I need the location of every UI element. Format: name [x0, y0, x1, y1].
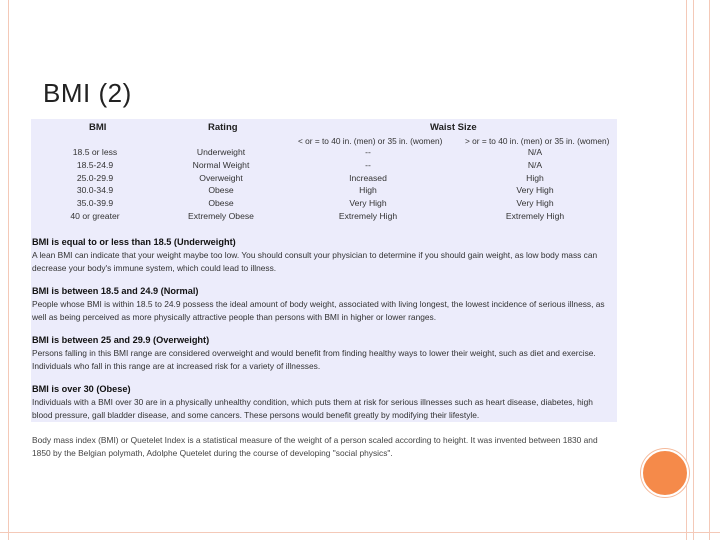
table-cell: N/A: [527, 159, 543, 170]
decorative-orange-circle: [641, 449, 689, 497]
table-cell: Very High: [516, 198, 554, 209]
table-cell: N/A: [527, 147, 543, 157]
table-cell: --: [365, 159, 371, 170]
column-bmi: [55, 146, 135, 223]
section-normal-title: BMI is between 18.5 and 24.9 (Normal): [32, 286, 199, 296]
table-cell: High: [526, 172, 544, 183]
header-rating: Rating: [208, 122, 238, 133]
frame-line-bottom: [0, 532, 720, 533]
frame-line-left: [8, 0, 9, 540]
section-obese-body: Individuals with a BMI over 30 are in a physically unhealthy condition, which puts them at risk for serious illnesses such as heart disease, diabetes, high blood pressure, gall bladder disease, and some cancers. These persons would benefit greatly by modifying their lifestyle.: [32, 397, 593, 420]
section-underweight-title: BMI is equal to or less than 18.5 (Underweight): [32, 237, 236, 247]
section-obese-title: BMI is over 30 (Obese): [32, 384, 131, 394]
table-cell: Very High: [349, 198, 387, 209]
table-cell: Extremely Obese: [188, 210, 254, 221]
column-waist-large: [490, 146, 580, 223]
table-cell: Increased: [349, 172, 387, 183]
frame-line-right-inner: [686, 0, 687, 540]
section-overweight-body: Persons falling in this BMI range are considered overweight and would benefit from finding healthy ways to lower their weight, such as diet and exercise. Individuals who fall in this range are at increased risk for a variety of illnesses.: [32, 348, 596, 371]
footnote-text: Body mass index (BMI) or Quetelet Index is a statistical measure of the weight of a person scaled according to height. It was invented between 1830 and 1850 by the Belgian polymath, Adolphe Quetelet during the course of developing "social physics".: [32, 435, 598, 458]
section-overweight-title: BMI is between 25 and 29.9 (Overweight): [32, 335, 210, 345]
table-cell: 40 or greater: [70, 210, 120, 221]
table-cell: 25.0-29.9: [76, 172, 114, 183]
table-cell: 18.5 or less: [72, 147, 118, 157]
table-cell: Normal Weight: [192, 159, 250, 170]
frame-line-right-outer: [709, 0, 710, 540]
table-cell: Obese: [208, 198, 234, 209]
table-cell: Extremely High: [338, 210, 398, 221]
section-normal-body: People whose BMI is within 18.5 to 24.9 possess the ideal amount of body weight, associated with living longest, the lowest incidence of serious illness, as well as being perceived as more physically attractive people than persons with BMI in higher or lower ranges.: [32, 299, 605, 322]
frame-line-right-middle: [693, 0, 694, 540]
header-bmi: BMI: [89, 122, 107, 133]
section-underweight-body: A lean BMI can indicate that your weight maybe too low. You should consult your physician to determine if you should gain weight, as low body mass can decrease your body's immune system, which could lead to illness.: [32, 250, 598, 273]
table-cell: Extremely High: [505, 210, 565, 221]
table-cell: 30.0-34.9: [76, 185, 114, 196]
table-cell: Obese: [208, 185, 234, 196]
table-cell: 18.5-24.9: [76, 159, 114, 170]
subheader-waist-small: < or = to 40 in. (men) or 35 in. (women): [298, 136, 443, 146]
column-rating: [176, 146, 266, 223]
table-cell: Overweight: [199, 172, 243, 183]
header-waist-size: Waist Size: [430, 122, 477, 133]
column-waist-small: [323, 146, 413, 223]
slide-title: BMI (2): [43, 78, 132, 108]
subheader-waist-large: > or = to 40 in. (men) or 35 in. (women): [465, 136, 610, 146]
table-cell: 35.0-39.9: [76, 198, 114, 209]
table-cell: Very High: [516, 185, 554, 196]
table-cell: High: [359, 185, 377, 196]
table-cell: --: [365, 147, 371, 157]
table-cell: Underweight: [196, 147, 246, 157]
